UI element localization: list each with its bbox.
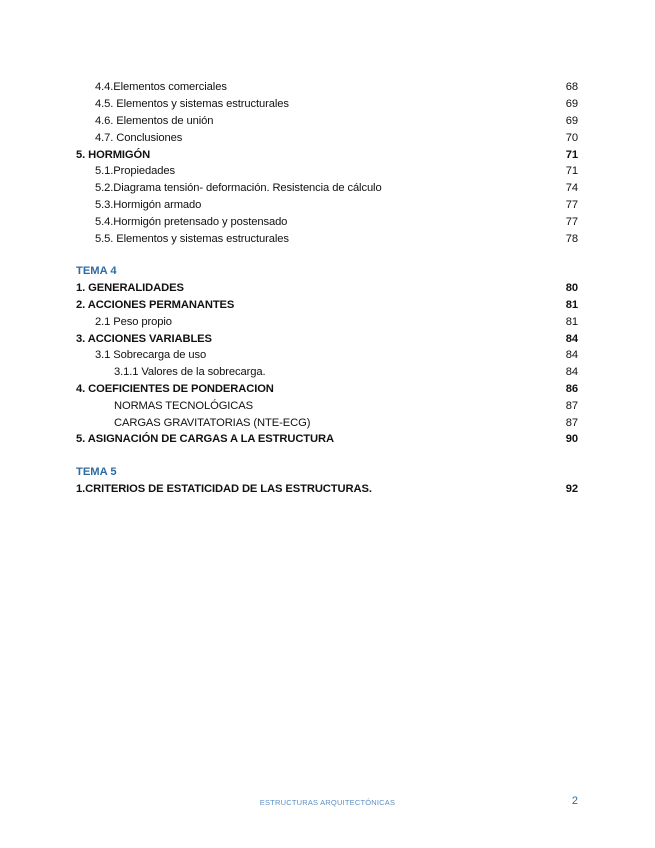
page-number: 2 xyxy=(571,795,578,807)
toc-entry-page: 68 xyxy=(565,81,578,94)
toc-entry xyxy=(76,213,578,230)
toc-block-tema3-continued xyxy=(76,79,578,247)
toc-entry-page: 71 xyxy=(565,148,578,161)
toc-entry-page: 77 xyxy=(565,198,578,211)
toc-entry-page: 81 xyxy=(565,315,578,328)
toc-entry xyxy=(76,297,578,314)
toc-entry xyxy=(76,197,578,214)
toc-entry-label: 5.1.Propiedades xyxy=(95,165,175,178)
toc-entry xyxy=(76,146,578,163)
toc-entry-page: 81 xyxy=(565,298,578,311)
toc-entry-label: NORMAS TECNOLÓGICAS xyxy=(114,399,254,412)
toc-entry xyxy=(76,163,578,180)
toc-entry-page: 84 xyxy=(565,332,578,345)
toc-block-tema5 xyxy=(76,481,578,498)
toc-entry xyxy=(76,129,578,146)
toc-entry xyxy=(76,481,578,498)
toc-entry xyxy=(76,364,578,381)
toc-entry-label: 4.4.Elementos comerciales xyxy=(95,81,227,94)
toc-entry-label: 2. ACCIONES PERMANANTES xyxy=(76,298,235,311)
toc-entry-page: 87 xyxy=(565,399,578,412)
toc-entry-label: 5.3.Hormigón armado xyxy=(95,198,202,211)
toc-entry xyxy=(76,113,578,130)
toc-entry-page: 71 xyxy=(565,165,578,178)
toc-block-tema4 xyxy=(76,280,578,448)
tema4-heading: TEMA 4 xyxy=(76,264,117,277)
table-of-contents xyxy=(76,79,578,497)
toc-entry xyxy=(76,330,578,347)
toc-entry-page: 69 xyxy=(565,114,578,127)
toc-entry-label: 3. ACCIONES VARIABLES xyxy=(76,332,212,345)
toc-entry-label: 4.6. Elementos de unión xyxy=(95,114,214,127)
toc-entry-label: 4. COEFICIENTES DE PONDERACION xyxy=(76,382,274,395)
toc-entry xyxy=(76,180,578,197)
toc-entry xyxy=(76,96,578,113)
toc-entry-page: 90 xyxy=(565,433,578,446)
toc-entry xyxy=(76,313,578,330)
toc-entry-label: 5. HORMIGÓN xyxy=(76,148,151,161)
toc-entry-label: CARGAS GRAVITATORIAS (NTE-ECG) xyxy=(114,416,311,429)
toc-entry xyxy=(76,280,578,297)
toc-entry-page: 78 xyxy=(565,232,578,245)
toc-entry xyxy=(76,414,578,431)
toc-entry-page: 74 xyxy=(565,182,578,195)
toc-entry-label: 3.1.1 Valores de la sobrecarga. xyxy=(114,366,266,379)
toc-entry-label: 5.5. Elementos y sistemas estructurales xyxy=(95,232,289,245)
toc-entry-label: 4.7. Conclusiones xyxy=(95,131,183,144)
toc-entry-label: 1.CRITERIOS DE ESTATICIDAD DE LAS ESTRUCTURAS. xyxy=(76,482,372,495)
toc-entry-label: 5.2.Diagrama tensión- deformación. Resistencia de cálculo xyxy=(95,182,382,195)
toc-entry-page: 86 xyxy=(565,382,578,395)
toc-entry-page: 70 xyxy=(565,131,578,144)
toc-entry xyxy=(76,347,578,364)
toc-entry-label: 5.4.Hormigón pretensado y postensado xyxy=(95,215,288,228)
toc-entry-page: 84 xyxy=(565,349,578,362)
toc-entry xyxy=(76,431,578,448)
toc-entry-page: 87 xyxy=(565,416,578,429)
tema5-heading: TEMA 5 xyxy=(76,465,117,478)
toc-entry-label: 2.1 Peso propio xyxy=(95,315,172,328)
toc-entry-label: 1. GENERALIDADES xyxy=(76,282,184,295)
toc-entry-page: 92 xyxy=(565,482,578,495)
toc-entry-page: 77 xyxy=(565,215,578,228)
toc-entry xyxy=(76,79,578,96)
footer-title: ESTRUCTURAS ARQUITECTÓNICAS xyxy=(259,798,396,807)
toc-entry-label: 5. ASIGNACIÓN DE CARGAS A LA ESTRUCTURA xyxy=(76,433,334,446)
toc-entry-label: 3.1 Sobrecarga de uso xyxy=(95,349,207,362)
toc-entry-page: 84 xyxy=(565,366,578,379)
toc-entry-page: 80 xyxy=(565,282,578,295)
toc-entry xyxy=(76,381,578,398)
toc-entry xyxy=(76,397,578,414)
toc-entry-page: 69 xyxy=(565,98,578,111)
toc-entry xyxy=(76,230,578,247)
toc-entry-label: 4.5. Elementos y sistemas estructurales xyxy=(95,98,289,111)
